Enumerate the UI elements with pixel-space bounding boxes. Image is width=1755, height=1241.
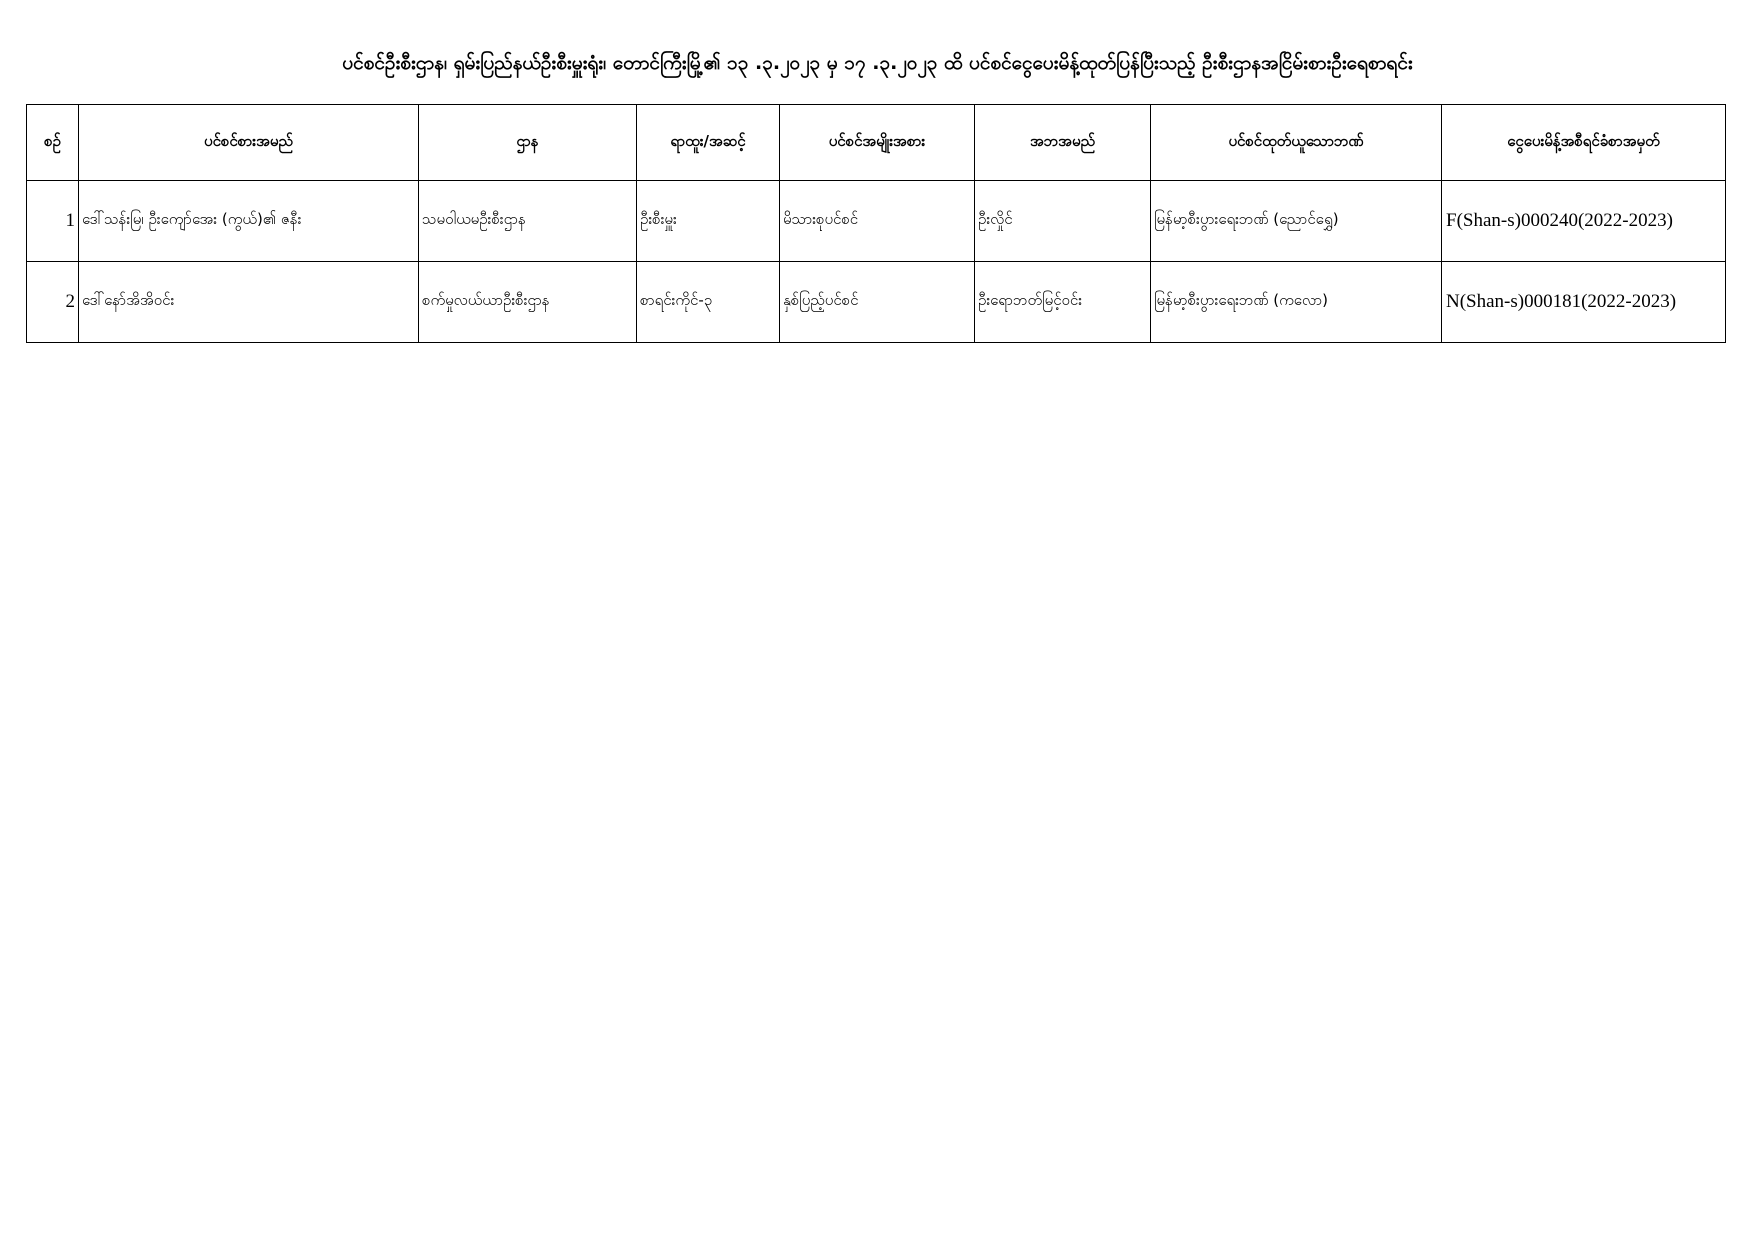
header-receipt-number: ငွေပေးမိန့်အစီရင်ခံစာအမှတ် <box>1442 105 1726 181</box>
head-name: ဦးလှိုင် <box>975 181 1151 262</box>
header-no: စဉ် <box>27 105 79 181</box>
header-head-name: အဘအမည် <box>975 105 1151 181</box>
pension-type: နှစ်ပြည့်ပင်စင် <box>780 262 975 343</box>
head-name: ဦးရောဘတ်မြင့်ဝင်း <box>975 262 1151 343</box>
pensioner-name: ဒေါ်သန်းမြ၊ ဦးကျော်အေး (ကွယ်)၏ ဇနီး <box>79 181 419 262</box>
pension-table <box>26 104 1726 343</box>
row-number: 2 <box>27 262 79 343</box>
department-name: စက်မှုလယ်ယာဦးစီးဌာန <box>419 262 637 343</box>
department-name: သမဝါယမဦးစီးဌာန <box>419 181 637 262</box>
rank: ဦးစီးမှူး <box>637 181 780 262</box>
pension-type: မိသားစုပင်စင် <box>780 181 975 262</box>
header-department: ဌာန <box>419 105 637 181</box>
table-row <box>27 181 1726 262</box>
pensioner-name: ဒေါ်နော်အိအိဝင်း <box>79 262 419 343</box>
row-number: 1 <box>27 181 79 262</box>
header-bank: ပင်စင်ထုတ်ယူသောဘဏ် <box>1151 105 1442 181</box>
header-rank: ရာထူး/အဆင့် <box>637 105 780 181</box>
header-name: ပင်စင်စားအမည် <box>79 105 419 181</box>
table-row <box>27 262 1726 343</box>
table-header-row <box>27 105 1726 181</box>
rank: စာရင်းကိုင်-၃ <box>637 262 780 343</box>
page-title: ပင်စင်ဦးစီးဌာန၊ ရှမ်းပြည်နယ်ဦးစီးမှူးရုံး၊ တောင်ကြီးမြို့၏ ၁၃ .၃.၂၀၂၃ မှ ၁၇ .၃.၂၀၂၃ ထိ ပင်စင်ငွေပေးမိန့်ထုတ်ပြန်ပြီးသည့် ဦးစီးဌာနအငြိမ်းစားဦးရေစာရင်း <box>342 52 1413 74</box>
bank-name: မြန်မာ့စီးပွားရေးဘဏ် (ညောင်ရွှေ) <box>1151 181 1442 262</box>
header-pension-type: ပင်စင်အမျိုးအစား <box>780 105 975 181</box>
receipt-number: F(Shan-s)000240(2022-2023) <box>1442 181 1726 262</box>
bank-name: မြန်မာ့စီးပွားရေးဘဏ် (ကလော) <box>1151 262 1442 343</box>
receipt-number: N(Shan-s)000181(2022-2023) <box>1442 262 1726 343</box>
